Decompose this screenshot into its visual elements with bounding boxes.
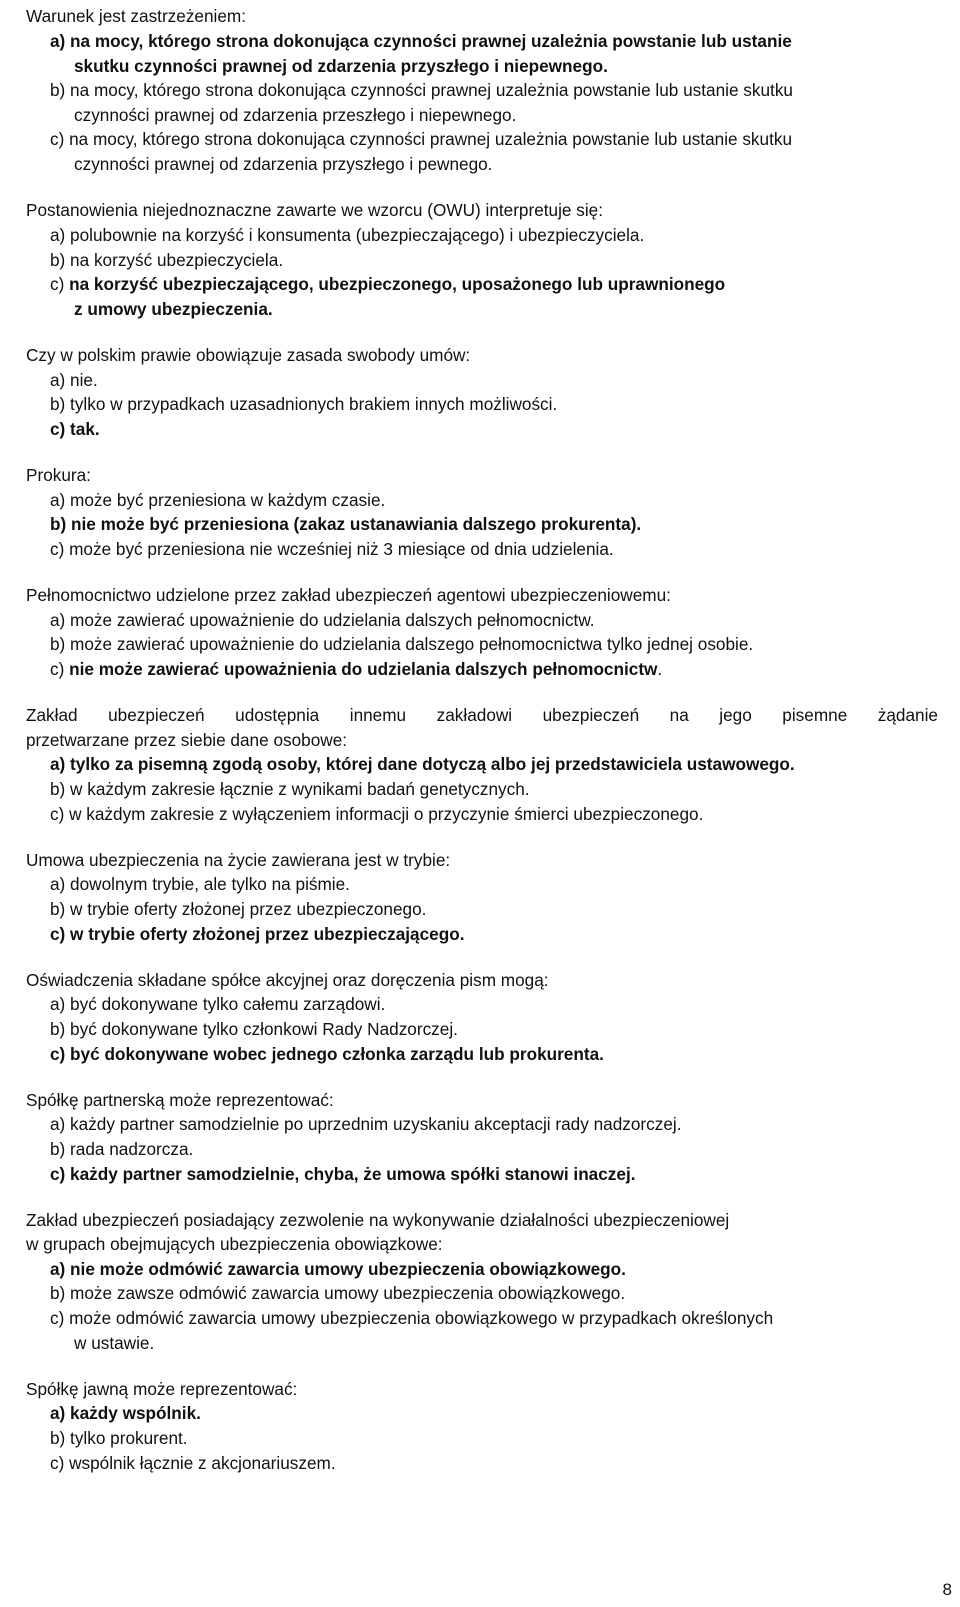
text-line: b) tylko prokurent. xyxy=(50,1428,188,1448)
text-line: z umowy ubezpieczenia. xyxy=(74,299,273,319)
text-line: w ustawie. xyxy=(74,1333,155,1353)
text-line: c) może odmówić zawarcia umowy ubezpieczenia obowiązkowego w przypadkach określonych xyxy=(50,1308,774,1328)
text-line: a) może być przeniesiona w każdym czasie. xyxy=(50,490,386,510)
text-line: b) może zawsze odmówić zawarcia umowy ubezpieczenia obowiązkowego. xyxy=(50,1283,626,1303)
text-line: c) na mocy, którego strona dokonująca czynności prawnej uzależnia powstanie lub ustanie skutku xyxy=(50,129,793,149)
text-line: a) nie. xyxy=(50,370,98,390)
text-line: a) nie może odmówić zawarcia umowy ubezpieczenia obowiązkowego. xyxy=(50,1259,626,1279)
text-line: Spółkę jawną może reprezentować: xyxy=(26,1379,298,1399)
text-line: c) tak. xyxy=(50,419,100,439)
text-line: czynności prawnej od zdarzenia przeszłego i niepewnego. xyxy=(74,105,517,125)
text-line: Zakład ubezpieczeń posiadający zezwolenie na wykonywanie działalności ubezpieczeniowej xyxy=(26,1210,730,1230)
text-line: b) nie może być przeniesiona (zakaz ustanawiania dalszego prokurenta). xyxy=(50,514,642,534)
answer-text: na korzyść ubezpieczającego, ubezpieczonego, uposażonego lub uprawnionego xyxy=(69,274,726,294)
text-line: Spółkę partnerską może reprezentować: xyxy=(26,1090,334,1110)
text-line: a) tylko za pisemną zgodą osoby, której dane dotyczą albo jej przedstawiciela ustawowego. xyxy=(50,754,795,774)
text-line: a) polubownie na korzyść i konsumenta (ubezpieczającego) i ubezpieczyciela. xyxy=(50,225,645,245)
text-line: Oświadczenia składane spółce akcyjnej oraz doręczenia pism mogą: xyxy=(26,970,549,990)
text-line: Zakład ubezpieczeń udostępnia innemu zakładowi ubezpieczeń na jego pisemne żądanie xyxy=(26,705,938,725)
text-line: c) w każdym zakresie z wyłączeniem informacji o przyczynie śmierci ubezpieczonego. xyxy=(50,804,704,824)
text-line: b) może zawierać upoważnienie do udzielania dalszego pełnomocnictwa tylko jednej osobie. xyxy=(50,634,754,654)
text-line: Warunek jest zastrzeżeniem: xyxy=(26,6,247,26)
text-line: b) w trybie oferty złożonej przez ubezpieczonego. xyxy=(50,899,427,919)
text-line xyxy=(50,659,662,679)
option-letter: c) xyxy=(50,274,70,294)
text-line: przetwarzane przez siebie dane osobowe: xyxy=(26,730,348,750)
text-line: a) być dokonywane tylko całemu zarządowi. xyxy=(50,994,386,1014)
page-number: 8 xyxy=(942,1580,952,1599)
text-line: a) każdy wspólnik. xyxy=(50,1403,201,1423)
text-line: a) każdy partner samodzielnie po uprzednim uzyskaniu akceptacji rady nadzorczej. xyxy=(50,1114,682,1134)
text-line: Postanowienia niejednoznaczne zawarte we wzorcu (OWU) interpretuje się: xyxy=(26,200,604,220)
option-letter: c) xyxy=(50,659,70,679)
text-line: c) wspólnik łącznie z akcjonariuszem. xyxy=(50,1453,336,1473)
text-line xyxy=(50,274,725,294)
punctuation: . xyxy=(657,659,663,679)
text-line: w grupach obejmujących ubezpieczenia obowiązkowe: xyxy=(26,1234,443,1254)
text-line: b) na korzyść ubezpieczyciela. xyxy=(50,250,284,270)
text-line: Umowa ubezpieczenia na życie zawierana jest w trybie: xyxy=(26,850,451,870)
text-line: a) może zawierać upoważnienie do udzielania dalszych pełnomocnictw. xyxy=(50,610,595,630)
text-line: c) być dokonywane wobec jednego członka zarządu lub prokurenta. xyxy=(50,1044,604,1064)
text-line: czynności prawnej od zdarzenia przyszłego i pewnego. xyxy=(74,154,493,174)
text-line: a) na mocy, którego strona dokonująca czynności prawnej uzależnia powstanie lub ustanie xyxy=(50,31,792,51)
text-line: a) dowolnym trybie, ale tylko na piśmie. xyxy=(50,874,350,894)
text-line: c) w trybie oferty złożonej przez ubezpieczającego. xyxy=(50,924,465,944)
text-line: Pełnomocnictwo udzielone przez zakład ubezpieczeń agentowi ubezpieczeniowemu: xyxy=(26,585,671,605)
text-line: c) każdy partner samodzielnie, chyba, że umowa spółki stanowi inaczej. xyxy=(50,1164,636,1184)
text-line: b) rada nadzorcza. xyxy=(50,1139,194,1159)
text-line: Prokura: xyxy=(26,465,91,485)
text-line: Czy w polskim prawie obowiązuje zasada swobody umów: xyxy=(26,345,471,365)
text-line: b) być dokonywane tylko członkowi Rady Nadzorczej. xyxy=(50,1019,458,1039)
text-line: b) na mocy, którego strona dokonująca czynności prawnej uzależnia powstanie lub ustanie skutku xyxy=(50,80,793,100)
text-line: b) w każdym zakresie łącznie z wynikami badań genetycznych. xyxy=(50,779,530,799)
text-line: b) tylko w przypadkach uzasadnionych brakiem innych możliwości. xyxy=(50,394,558,414)
text-line: skutku czynności prawnej od zdarzenia przyszłego i niepewnego. xyxy=(74,56,608,76)
text-line: c) może być przeniesiona nie wcześniej niż 3 miesiące od dnia udzielenia. xyxy=(50,539,614,559)
answer-text: nie może zawierać upoważnienia do udzielania dalszych pełnomocnictw xyxy=(69,659,658,679)
